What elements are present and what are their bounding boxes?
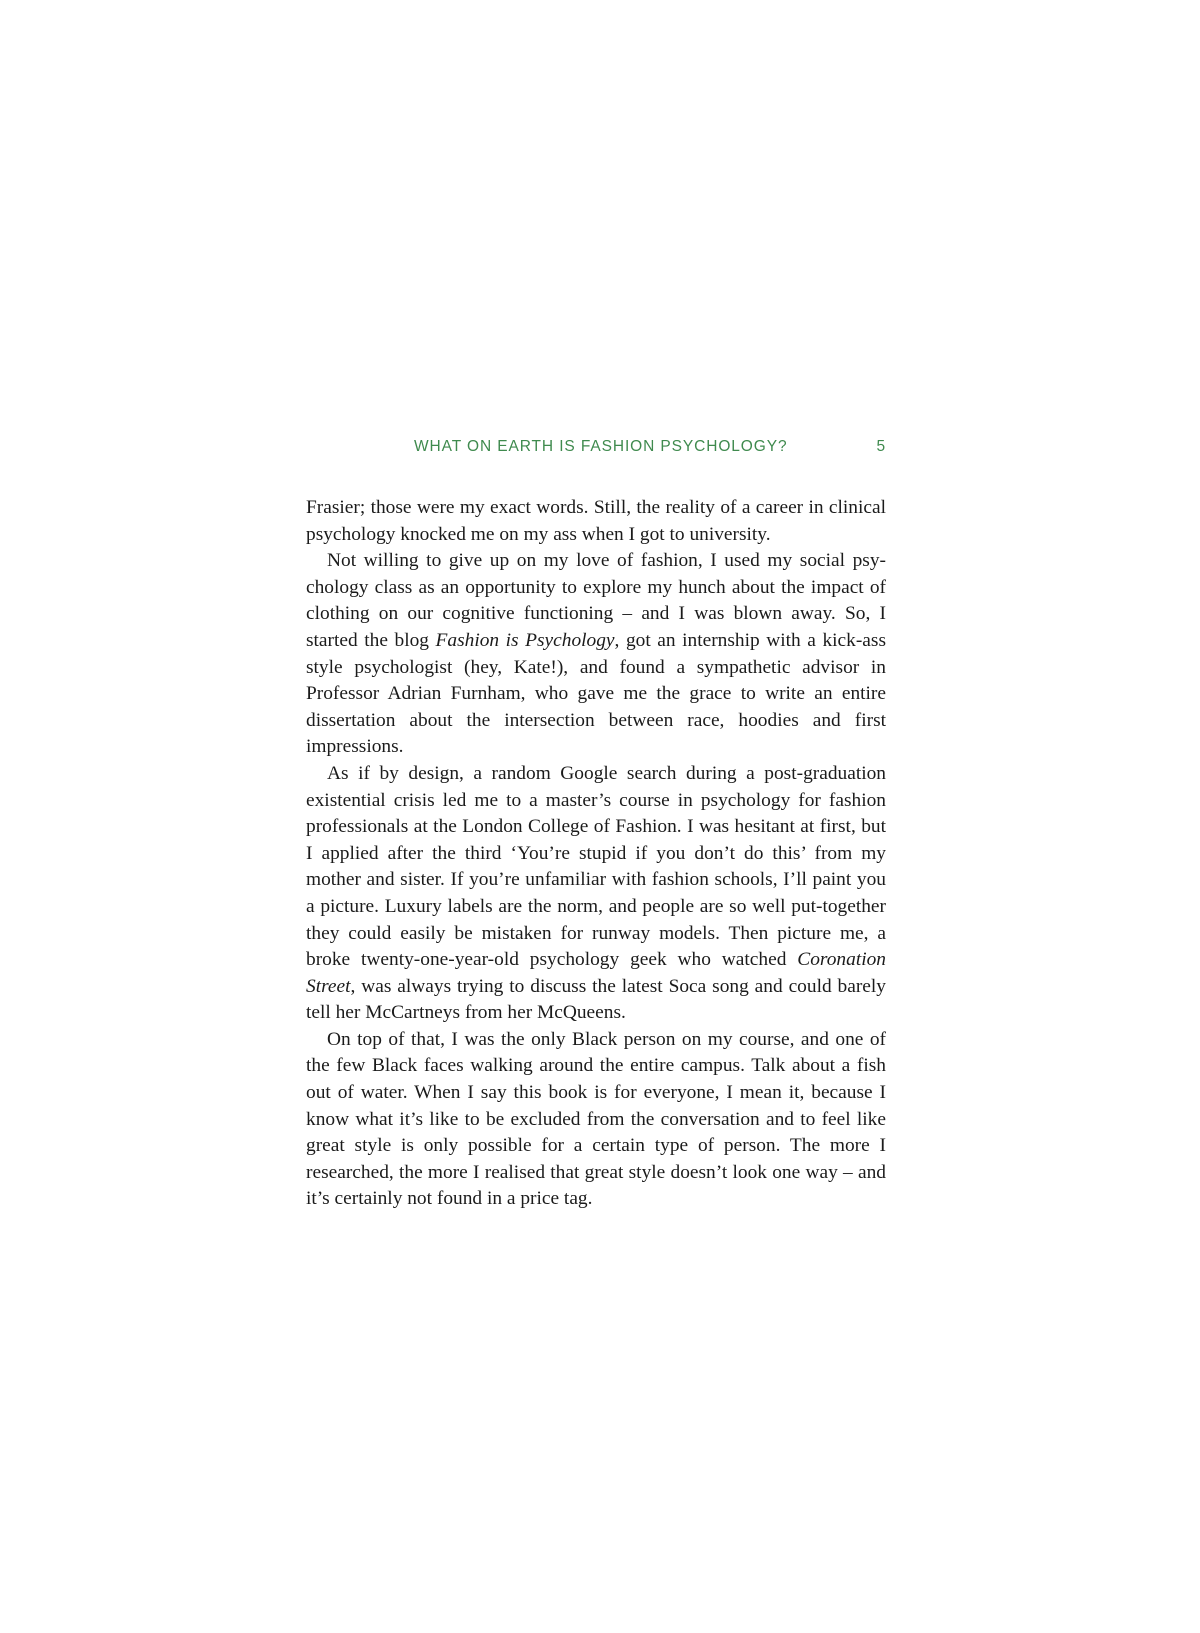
paragraph-4 [306, 1027, 886, 1213]
page-number: 5 [876, 438, 886, 455]
paragraph-3 [306, 761, 886, 1027]
running-title: WHAT ON EARTH IS FASHION PSYCHOLOGY? [414, 438, 788, 455]
paragraph-1-text: Frasier; those were my exact words. Still, the reality of a career in clinical psychology knocked me on my ass when I got to university. [306, 497, 886, 545]
running-header [306, 438, 886, 464]
paragraph-4-text: On top of that, I was the only Black person on my course, and one of the few Black faces walking around the entire campus. Talk about a fish out of water. When I say this book is for everyone, I mean it, because I know what it’s like to be excluded from the conversation and to feel like great style is only possible for a certain type of person. The more I researched, the more I realised that great style doesn’t look one way – and it’s certainly not found in a price tag. [306, 1028, 886, 1210]
paragraph-2-text-start: Not willing to give up on my love of fashion, I used my social psychology class as an opportunity to explore my hunch about the impact of clothing on our cognitive functioning – and I was blown away. So, I started the blog [306, 550, 886, 651]
paragraph-2 [306, 548, 886, 761]
body-text [306, 495, 886, 1213]
blog-title: Fashion is Psychology [435, 629, 615, 651]
paragraph-1 [306, 495, 886, 548]
paragraph-2-text-end: , got an internship with a kick-ass style psychologist (hey, Kate!), and found a sympathetic advisor in Professor Adrian Furnham, who gave me the grace to write an entire dissertation about the intersection between race, hoodies and first impressions. [306, 629, 886, 758]
tv-show-title: Coronation Street [306, 949, 886, 997]
paragraph-3-text-end: , was always trying to discuss the latest Soca song and could barely tell her McCartneys from her McQueens. [306, 975, 886, 1024]
paragraph-3-text-start: As if by design, a random Google search during a post-graduation existential crisis led me to a master’s course in psychology for fashion professionals at the London College of Fashion. I was hesitant at first, but I applied after the third ‘You’re stupid if you don’t do this’ from my mother and sister. If you’re unfamiliar with fashion schools, I’ll paint you a picture. Luxury labels are the norm, and people are so well put-together they could easily be mistaken for runway models. Then picture me, a broke twenty-one-year-old psychology geek who watched [306, 762, 886, 971]
